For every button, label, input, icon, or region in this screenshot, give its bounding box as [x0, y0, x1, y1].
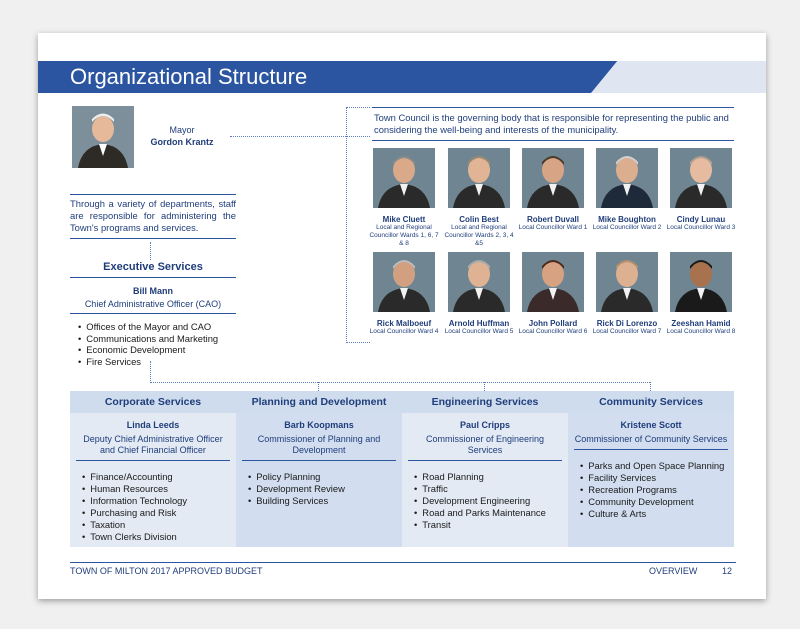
executive-name: Bill Mann: [133, 286, 173, 296]
council-member: [665, 148, 737, 232]
department-head-role: Commissioner of Community Services: [574, 434, 728, 450]
councillor-role: Local Councillor Ward 7: [592, 328, 662, 335]
department-items: [82, 471, 236, 543]
department-head-role: Commissioner of Planning and Development: [242, 434, 396, 461]
council-member: [517, 252, 589, 336]
list-item: • Transit: [414, 519, 568, 531]
councillor-role: Local and Regional Councillor Wards 2, 3, 4 &5: [444, 224, 514, 247]
department-head-name: Paul Cripps: [459, 420, 510, 430]
councillor-photo: [670, 252, 732, 312]
council-member: [368, 148, 440, 248]
councillor-photo: [596, 252, 658, 312]
list-item: • Culture & Arts: [580, 508, 734, 520]
footer-rule: [70, 562, 736, 563]
department-items: [580, 460, 734, 520]
councillor-photo: [670, 148, 732, 208]
list-item: • Fire Services: [78, 356, 218, 368]
list-item: • Road and Parks Maintenance: [414, 507, 568, 519]
councillor-photo: [373, 148, 435, 208]
department-connector: [150, 382, 650, 383]
mayor-photo: [72, 106, 134, 168]
councillor-name: Mike Boughton: [598, 215, 656, 224]
mayor-connector: [230, 136, 370, 137]
council-member: [591, 148, 663, 232]
council-member: [443, 148, 515, 248]
department-title: Corporate Services: [70, 391, 236, 413]
department-head-name: Barb Koopmans: [284, 420, 354, 430]
department-head-role: Commissioner of Engineering Services: [408, 434, 562, 461]
department-column: [236, 391, 402, 547]
list-item: • Information Technology: [82, 495, 236, 507]
list-item: • Facility Services: [580, 472, 734, 484]
councillor-name: Robert Duvall: [526, 215, 579, 224]
councillor-name: Zeeshan Hamid: [671, 319, 731, 328]
councillor-name: Arnold Huffman: [448, 319, 510, 328]
list-item: • Development Review: [248, 483, 402, 495]
department-head-name: Linda Leeds: [126, 420, 180, 430]
council-member: [517, 148, 589, 232]
councillor-role: Local Councillor Ward 3: [666, 224, 736, 231]
councillor-role: Local Councillor Ward 4: [369, 328, 439, 335]
council-member: [591, 252, 663, 336]
page-number: 12: [722, 566, 733, 576]
councillor-role: Local and Regional Councillor Wards 1, 6, 7 & 8: [369, 224, 439, 247]
list-item: • Road Planning: [414, 471, 568, 483]
councillor-role: Local Councillor Ward 5: [444, 328, 514, 335]
list-item: • Town Clerks Division: [82, 531, 236, 543]
councillor-role: Local Councillor Ward 8: [666, 328, 736, 335]
list-item: • Development Engineering: [414, 495, 568, 507]
councillor-photo: [448, 252, 510, 312]
councillor-photo: [522, 148, 584, 208]
list-item: • Purchasing and Risk: [82, 507, 236, 519]
list-item: • Building Services: [248, 495, 402, 507]
footer-title: TOWN OF MILTON 2017 APPROVED BUDGET: [70, 566, 263, 576]
councillor-role: Local Councillor Ward 2: [592, 224, 662, 231]
list-item: • Human Resources: [82, 483, 236, 495]
mayor-name: Gordon Krantz: [150, 137, 214, 147]
council-member: [665, 252, 737, 336]
mayor-label: [142, 124, 222, 148]
department-items: [248, 471, 402, 507]
department-column: [568, 391, 734, 547]
department-items: [414, 471, 568, 531]
budget-page: [38, 33, 766, 599]
department-title: Planning and Development: [236, 391, 402, 413]
councillor-name: Rick Di Lorenzo: [596, 319, 658, 328]
department-head-role: Deputy Chief Administrative Officer and Chief Financial Officer: [76, 434, 230, 461]
department-head-name: Kristene Scott: [620, 420, 682, 430]
title-banner: [38, 61, 766, 93]
list-item: • Traffic: [414, 483, 568, 495]
councillor-photo: [448, 148, 510, 208]
mayor-role: Mayor: [169, 125, 195, 135]
page-title: Organizational Structure: [70, 64, 308, 89]
councillor-name: Cindy Lunau: [676, 215, 726, 224]
councillor-photo: [596, 148, 658, 208]
list-item: • Taxation: [82, 519, 236, 531]
exec-connector: [150, 242, 151, 260]
list-item: • Offices of the Mayor and CAO: [78, 321, 218, 333]
councillor-name: Rick Malboeuf: [376, 319, 432, 328]
council-bracket: [346, 107, 347, 343]
list-item: • Recreation Programs: [580, 484, 734, 496]
footer-section: OVERVIEW: [649, 566, 698, 576]
councillor-role: Local Councillor Ward 6: [518, 328, 588, 335]
department-title: Community Services: [568, 391, 734, 413]
list-item: • Communications and Marketing: [78, 333, 218, 345]
list-item: • Parks and Open Space Planning: [580, 460, 734, 472]
department-title: Engineering Services: [402, 391, 568, 413]
council-member: [443, 252, 515, 336]
list-item: • Community Development: [580, 496, 734, 508]
list-item: • Policy Planning: [248, 471, 402, 483]
department-column: [70, 391, 236, 547]
department-column: [402, 391, 568, 547]
list-item: • Finance/Accounting: [82, 471, 236, 483]
staff-description: Through a variety of departments, staff are responsible for administering the Town's programs and services.: [70, 194, 236, 239]
executive-title: Executive Services: [70, 261, 236, 278]
executive-role: Chief Administrative Officer (CAO): [70, 299, 236, 314]
executive-items: [78, 321, 218, 367]
councillor-name: Colin Best: [459, 215, 499, 224]
councillor-name: John Pollard: [528, 319, 578, 328]
list-item: • Economic Development: [78, 344, 218, 356]
council-description: Town Council is the governing body that is responsible for representing the public and considering the well-being and interests of the municipality.: [372, 107, 734, 141]
councillor-photo: [373, 252, 435, 312]
councillor-name: Mike Cluett: [382, 215, 426, 224]
councillor-photo: [522, 252, 584, 312]
councillor-role: Local Councillor Ward 1: [518, 224, 588, 231]
council-member: [368, 252, 440, 336]
